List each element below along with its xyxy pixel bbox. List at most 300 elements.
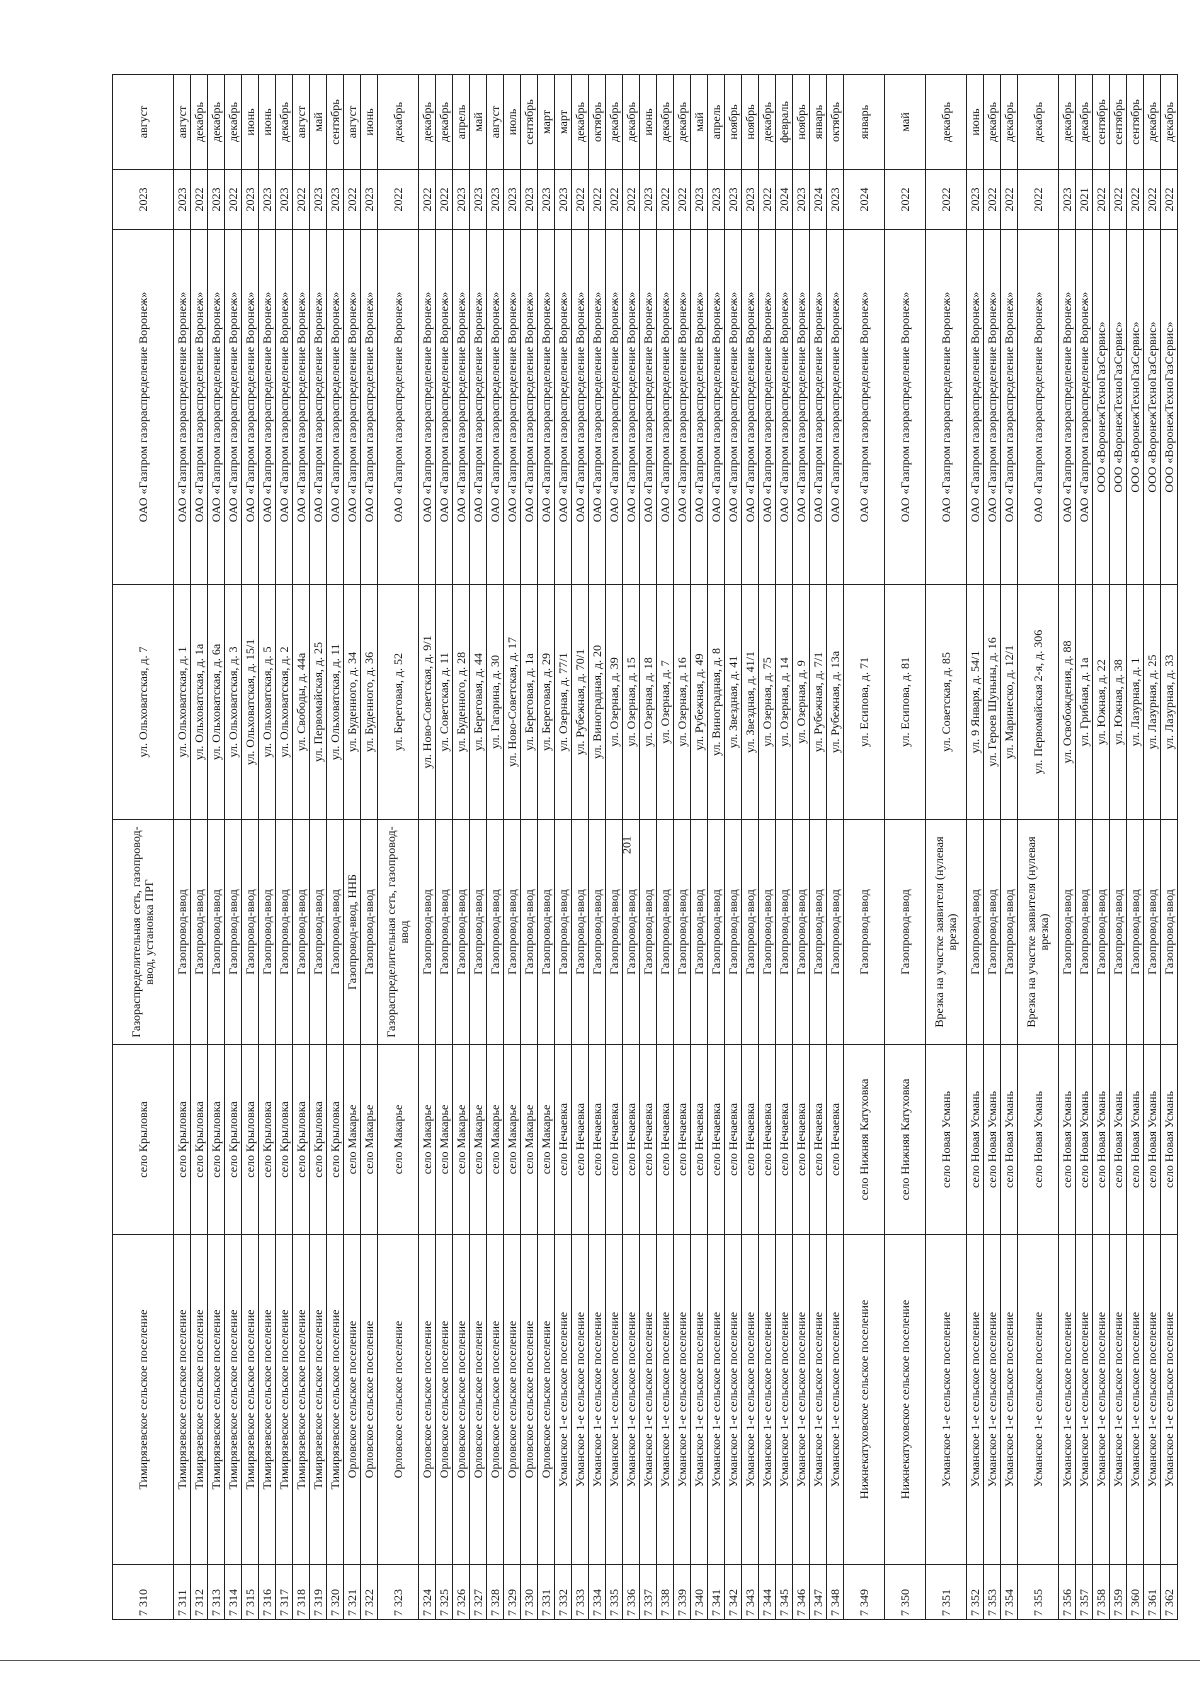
object-type-cell: Газопровод-ввод — [1093, 820, 1110, 1045]
organization-cell: ОАО «Газпром газораспределение Воронеж» — [926, 230, 967, 585]
address-cell: ул. Рубежная, д. 70/1 — [572, 585, 589, 820]
month-cell: январь — [844, 75, 885, 170]
month-cell: декабрь — [1059, 75, 1076, 170]
object-type-cell: Газопровод-ввод — [1001, 820, 1018, 1045]
year-cell: 2023 — [967, 170, 984, 230]
object-type-cell: Газопровод-ввод — [259, 820, 276, 1045]
address-cell: ул. Есипова, д. 71 — [844, 585, 885, 820]
settlement-cell: Усманское 1-е сельское поселение — [827, 1235, 844, 1565]
locality-cell: село Крыловка — [293, 1045, 310, 1235]
object-type-cell: Газопровод-ввод — [470, 820, 487, 1045]
object-type-cell: Газопровод-ввод — [174, 820, 191, 1045]
year-cell: 2023 — [827, 170, 844, 230]
table-row — [827, 75, 844, 1620]
year-cell: 2023 — [1059, 170, 1076, 230]
locality-cell: село Нечаевка — [742, 1045, 759, 1235]
row-number: 7 316 — [259, 1565, 276, 1620]
row-number: 7 347 — [810, 1565, 827, 1620]
row-number: 7 320 — [327, 1565, 344, 1620]
month-cell: декабрь — [1001, 75, 1018, 170]
object-type-cell: Газопровод-ввод — [742, 820, 759, 1045]
organization-cell: ОАО «Газпром газораспределение Воронеж» — [293, 230, 310, 585]
month-cell: июль — [504, 75, 521, 170]
row-number: 7 314 — [225, 1565, 242, 1620]
object-type-cell: Газопровод-ввод — [885, 820, 926, 1045]
table-row — [555, 75, 572, 1620]
table-row — [327, 75, 344, 1620]
table-row — [378, 75, 419, 1620]
year-cell: 2022 — [657, 170, 674, 230]
table-row — [113, 75, 174, 1620]
row-number: 7 311 — [174, 1565, 191, 1620]
month-cell: сентябрь — [1127, 75, 1144, 170]
organization-cell: ОАО «Газпром газораспределение Воронеж» — [191, 230, 208, 585]
locality-cell: село Крыловка — [242, 1045, 259, 1235]
table-row — [640, 75, 657, 1620]
table-row — [926, 75, 967, 1620]
year-cell: 2022 — [225, 170, 242, 230]
settlement-cell: Усманское 1-е сельское поселение — [793, 1235, 810, 1565]
settlement-cell: Орловское сельское поселение — [361, 1235, 378, 1565]
organization-cell: ОАО «Газпром газораспределение Воронеж» — [436, 230, 453, 585]
locality-cell: село Нечаевка — [725, 1045, 742, 1235]
table-row — [1110, 75, 1127, 1620]
locality-cell: село Новая Усмань — [1110, 1045, 1127, 1235]
locality-cell: село Макарье — [419, 1045, 436, 1235]
year-cell: 2023 — [725, 170, 742, 230]
settlement-cell: Усманское 1-е сельское поселение — [674, 1235, 691, 1565]
row-number: 7 327 — [470, 1565, 487, 1620]
organization-cell: ООО «ВоронежТехноГазСервис» — [1144, 230, 1161, 585]
address-cell: ул. Есипова, д. 81 — [885, 585, 926, 820]
organization-cell: ОАО «Газпром газораспределение Воронеж» — [742, 230, 759, 585]
address-cell: ул. Первомайская 2-я, д. 306 — [1018, 585, 1059, 820]
table-row — [504, 75, 521, 1620]
row-number: 7 321 — [344, 1565, 361, 1620]
address-cell: ул. Ольховатская, д. 3 — [225, 585, 242, 820]
address-cell: ул. Ново-Советская, д. 17 — [504, 585, 521, 820]
row-number: 7 334 — [589, 1565, 606, 1620]
address-cell: ул. Озерная, д. 77/1 — [555, 585, 572, 820]
locality-cell: село Нечаевка — [776, 1045, 793, 1235]
locality-cell: село Макарье — [487, 1045, 504, 1235]
table-row — [810, 75, 827, 1620]
object-type-cell: Газопровод-ввод — [487, 820, 504, 1045]
row-number: 7 343 — [742, 1565, 759, 1620]
organization-cell: ОАО «Газпром газораспределение Воронеж» — [310, 230, 327, 585]
settlement-cell: Усманское 1-е сельское поселение — [984, 1235, 1001, 1565]
year-cell: 2022 — [1144, 170, 1161, 230]
row-number: 7 358 — [1093, 1565, 1110, 1620]
year-cell: 2022 — [293, 170, 310, 230]
table-row — [1127, 75, 1144, 1620]
year-cell: 2022 — [1161, 170, 1178, 230]
row-number: 7 326 — [453, 1565, 470, 1620]
settlement-cell: Тимирязевское сельское поселение — [276, 1235, 293, 1565]
organization-cell: ОАО «Газпром газораспределение Воронеж» — [259, 230, 276, 585]
organization-cell: ОАО «Газпром газораспределение Воронеж» — [810, 230, 827, 585]
year-cell: 2023 — [555, 170, 572, 230]
table-row — [293, 75, 310, 1620]
address-cell: ул. Береговая, д. 29 — [538, 585, 555, 820]
address-cell: ул. Озерная, д. 15 — [623, 585, 640, 820]
month-cell: июнь — [361, 75, 378, 170]
object-type-cell: Газопровод-ввод — [725, 820, 742, 1045]
address-cell: ул. Ольховатская, д. 7 — [113, 585, 174, 820]
month-cell: август — [344, 75, 361, 170]
table-row — [572, 75, 589, 1620]
table-row — [657, 75, 674, 1620]
table-row — [242, 75, 259, 1620]
month-cell: декабрь — [191, 75, 208, 170]
organization-cell: ОАО «Газпром газораспределение Воронеж» — [885, 230, 926, 585]
address-cell: ул. Рубежная, д. 7/1 — [810, 585, 827, 820]
table-row — [174, 75, 191, 1620]
address-cell: ул. Советская, д. 11 — [436, 585, 453, 820]
table-row — [1018, 75, 1059, 1620]
row-number: 7 359 — [1110, 1565, 1127, 1620]
address-cell: ул. Ольховатская, д. 15/1 — [242, 585, 259, 820]
object-type-cell: Газопровод-ввод — [810, 820, 827, 1045]
row-number: 7 353 — [984, 1565, 1001, 1620]
month-cell: декабрь — [1144, 75, 1161, 170]
address-cell: ул. Ольховатская, д. 6а — [208, 585, 225, 820]
address-cell: ул. Первомайская, д. 25 — [310, 585, 327, 820]
year-cell: 2022 — [589, 170, 606, 230]
object-type-cell: Газопровод-ввод — [453, 820, 470, 1045]
organization-cell: ОАО «Газпром газораспределение Воронеж» — [725, 230, 742, 585]
locality-cell: село Нечаевка — [572, 1045, 589, 1235]
locality-cell: село Нижняя Катуховка — [885, 1045, 926, 1235]
address-cell: ул. Буденного, д. 34 — [344, 585, 361, 820]
table-row — [606, 75, 623, 1620]
settlement-cell: Усманское 1-е сельское поселение — [759, 1235, 776, 1565]
object-type-cell: Газопровод-ввод — [361, 820, 378, 1045]
year-cell: 2023 — [521, 170, 538, 230]
object-type-cell: Газопровод-ввод — [327, 820, 344, 1045]
month-cell: январь — [810, 75, 827, 170]
settlement-cell: Нижнекатуховское сельское поселение — [885, 1235, 926, 1565]
locality-cell: село Нечаевка — [708, 1045, 725, 1235]
locality-cell: село Нечаевка — [691, 1045, 708, 1235]
locality-cell: село Крыловка — [113, 1045, 174, 1235]
object-type-cell: Газопровод-ввод — [674, 820, 691, 1045]
address-cell: ул. Береговая, д. 52 — [378, 585, 419, 820]
row-number: 7 362 — [1161, 1565, 1178, 1620]
organization-cell: ОАО «Газпром газораспределение Воронеж» — [453, 230, 470, 585]
table-row — [310, 75, 327, 1620]
year-cell: 2022 — [1001, 170, 1018, 230]
row-number: 7 335 — [606, 1565, 623, 1620]
table-row — [967, 75, 984, 1620]
locality-cell: село Макарье — [538, 1045, 555, 1235]
month-cell: ноябрь — [793, 75, 810, 170]
object-type-cell: Газопровод-ввод — [844, 820, 885, 1045]
locality-cell: село Нижняя Катуховка — [844, 1045, 885, 1235]
year-cell: 2022 — [984, 170, 1001, 230]
settlement-cell: Тимирязевское сельское поселение — [242, 1235, 259, 1565]
table-row — [419, 75, 436, 1620]
settlement-cell: Усманское 1-е сельское поселение — [725, 1235, 742, 1565]
object-type-cell: Газопровод-ввод — [225, 820, 242, 1045]
settlement-cell: Усманское 1-е сельское поселение — [776, 1235, 793, 1565]
settlement-cell: Усманское 1-е сельское поселение — [1059, 1235, 1076, 1565]
row-number: 7 342 — [725, 1565, 742, 1620]
locality-cell: село Нечаевка — [674, 1045, 691, 1235]
row-number: 7 356 — [1059, 1565, 1076, 1620]
locality-cell: село Новая Усмань — [1076, 1045, 1093, 1235]
table-row — [521, 75, 538, 1620]
object-type-cell: Газопровод-ввод — [521, 820, 538, 1045]
settlement-cell: Тимирязевское сельское поселение — [310, 1235, 327, 1565]
month-cell: сентябрь — [1110, 75, 1127, 170]
address-cell: ул. Озерная, д. 16 — [674, 585, 691, 820]
locality-cell: село Крыловка — [259, 1045, 276, 1235]
settlement-cell: Усманское 1-е сельское поселение — [967, 1235, 984, 1565]
organization-cell: ОАО «Газпром газораспределение Воронеж» — [1076, 230, 1093, 585]
settlement-cell: Тимирязевское сельское поселение — [113, 1235, 174, 1565]
organization-cell: ОАО «Газпром газораспределение Воронеж» — [606, 230, 623, 585]
month-cell: ноябрь — [742, 75, 759, 170]
month-cell: декабрь — [225, 75, 242, 170]
organization-cell: ОАО «Газпром газораспределение Воронеж» — [419, 230, 436, 585]
settlement-cell: Усманское 1-е сельское поселение — [1018, 1235, 1059, 1565]
object-type-cell: Газопровод-ввод — [967, 820, 984, 1045]
organization-cell: ОАО «Газпром газораспределение Воронеж» — [378, 230, 419, 585]
locality-cell: село Новая Усмань — [1127, 1045, 1144, 1235]
locality-cell: село Нечаевка — [606, 1045, 623, 1235]
month-cell: август — [113, 75, 174, 170]
organization-cell: ОАО «Газпром газораспределение Воронеж» — [1059, 230, 1076, 585]
locality-cell: село Крыловка — [327, 1045, 344, 1235]
address-cell: ул. Освобождения, д. 88 — [1059, 585, 1076, 820]
organization-cell: ОАО «Газпром газораспределение Воронеж» — [589, 230, 606, 585]
month-cell: декабрь — [419, 75, 436, 170]
settlement-cell: Орловское сельское поселение — [504, 1235, 521, 1565]
table-row — [674, 75, 691, 1620]
object-type-cell: Газопровод-ввод — [1059, 820, 1076, 1045]
object-type-cell: Газопровод-ввод — [623, 820, 640, 1045]
object-type-cell: Врезка на участке заявителя (нулевая врезка) — [926, 820, 967, 1045]
row-number: 7 332 — [555, 1565, 572, 1620]
month-cell: декабрь — [674, 75, 691, 170]
locality-cell: село Нечаевка — [623, 1045, 640, 1235]
object-type-cell: Врезка на участке заявителя (нулевая врезка) — [1018, 820, 1059, 1045]
month-cell: декабрь — [606, 75, 623, 170]
year-cell: 2023 — [327, 170, 344, 230]
address-cell: ул. Рубежная, д. 13а — [827, 585, 844, 820]
organization-cell: ОАО «Газпром газораспределение Воронеж» — [967, 230, 984, 585]
object-type-cell: Газопровод-ввод — [1127, 820, 1144, 1045]
page-number: 201 — [619, 836, 634, 854]
organization-cell: ОАО «Газпром газораспределение Воронеж» — [361, 230, 378, 585]
object-type-cell: Газопровод-ввод — [657, 820, 674, 1045]
row-number: 7 331 — [538, 1565, 555, 1620]
month-cell: декабрь — [436, 75, 453, 170]
object-type-cell: Газораспределительная сеть, газопровод-ввод, установка ПРГ — [113, 820, 174, 1045]
row-number: 7 312 — [191, 1565, 208, 1620]
table-row — [487, 75, 504, 1620]
settlement-cell: Усманское 1-е сельское поселение — [1076, 1235, 1093, 1565]
year-cell: 2022 — [885, 170, 926, 230]
month-cell: сентябрь — [521, 75, 538, 170]
settlement-cell: Орловское сельское поселение — [419, 1235, 436, 1565]
month-cell: август — [293, 75, 310, 170]
row-number: 7 348 — [827, 1565, 844, 1620]
table-row — [793, 75, 810, 1620]
address-cell: ул. Ольховатская, д. 11 — [327, 585, 344, 820]
settlement-cell: Усманское 1-е сельское поселение — [1093, 1235, 1110, 1565]
settlement-cell: Усманское 1-е сельское поселение — [691, 1235, 708, 1565]
year-cell: 2022 — [1093, 170, 1110, 230]
row-number: 7 345 — [776, 1565, 793, 1620]
table-row — [984, 75, 1001, 1620]
settlement-cell: Орловское сельское поселение — [521, 1235, 538, 1565]
object-type-cell: Газопровод-ввод — [572, 820, 589, 1045]
organization-cell: ОАО «Газпром газораспределение Воронеж» — [572, 230, 589, 585]
organization-cell: ОАО «Газпром газораспределение Воронеж» — [538, 230, 555, 585]
organization-cell: ОАО «Газпром газораспределение Воронеж» — [674, 230, 691, 585]
year-cell: 2023 — [276, 170, 293, 230]
address-cell: ул. Южная, д. 38 — [1110, 585, 1127, 820]
object-type-cell: Газопровод-ввод — [606, 820, 623, 1045]
object-type-cell: Газопровод-ввод — [293, 820, 310, 1045]
organization-cell: ООО «ВоронежТехноГазСервис» — [1127, 230, 1144, 585]
organization-cell: ОАО «Газпром газораспределение Воронеж» — [504, 230, 521, 585]
table-row — [453, 75, 470, 1620]
locality-cell: село Крыловка — [225, 1045, 242, 1235]
row-number: 7 330 — [521, 1565, 538, 1620]
table-row — [191, 75, 208, 1620]
month-cell: декабрь — [208, 75, 225, 170]
locality-cell: село Нечаевка — [810, 1045, 827, 1235]
address-cell: ул. Ольховатская, д. 5 — [259, 585, 276, 820]
row-number: 7 310 — [113, 1565, 174, 1620]
organization-cell: ОАО «Газпром газораспределение Воронеж» — [521, 230, 538, 585]
address-cell: ул. Лазурная, д. 1 — [1127, 585, 1144, 820]
rotated-table-container — [112, 75, 1176, 1620]
settlement-cell: Тимирязевское сельское поселение — [225, 1235, 242, 1565]
month-cell: май — [885, 75, 926, 170]
settlement-cell: Усманское 1-е сельское поселение — [1144, 1235, 1161, 1565]
year-cell: 2023 — [793, 170, 810, 230]
row-number: 7 340 — [691, 1565, 708, 1620]
organization-cell: ООО «ВоронежТехноГазСервис» — [1110, 230, 1127, 585]
row-number: 7 352 — [967, 1565, 984, 1620]
settlement-cell: Усманское 1-е сельское поселение — [606, 1235, 623, 1565]
locality-cell: село Новая Усмань — [984, 1045, 1001, 1235]
month-cell: декабрь — [657, 75, 674, 170]
row-number: 7 357 — [1076, 1565, 1093, 1620]
table-row — [742, 75, 759, 1620]
settlement-cell: Усманское 1-е сельское поселение — [572, 1235, 589, 1565]
year-cell: 2023 — [691, 170, 708, 230]
address-cell: ул. Советская, д. 85 — [926, 585, 967, 820]
settlement-cell: Орловское сельское поселение — [470, 1235, 487, 1565]
month-cell: март — [538, 75, 555, 170]
month-cell: октябрь — [827, 75, 844, 170]
row-number: 7 344 — [759, 1565, 776, 1620]
month-cell: декабрь — [378, 75, 419, 170]
locality-cell: село Новая Усмань — [967, 1045, 984, 1235]
month-cell: апрель — [708, 75, 725, 170]
row-number: 7 336 — [623, 1565, 640, 1620]
address-cell: ул. Маринеско, д. 12/1 — [1001, 585, 1018, 820]
row-number: 7 323 — [378, 1565, 419, 1620]
settlement-cell: Усманское 1-е сельское поселение — [810, 1235, 827, 1565]
object-type-cell: Газопровод-ввод — [691, 820, 708, 1045]
table-row — [208, 75, 225, 1620]
object-type-cell: Газопровод-ввод, ННБ — [344, 820, 361, 1045]
settlement-cell: Орловское сельское поселение — [538, 1235, 555, 1565]
year-cell: 2022 — [1110, 170, 1127, 230]
row-number: 7 325 — [436, 1565, 453, 1620]
table-row — [1144, 75, 1161, 1620]
month-cell: декабрь — [623, 75, 640, 170]
settlement-cell: Усманское 1-е сельское поселение — [555, 1235, 572, 1565]
page-edge-rule — [0, 1660, 1200, 1661]
month-cell: июнь — [967, 75, 984, 170]
month-cell: июнь — [640, 75, 657, 170]
address-cell: ул. Ольховатская, д. 1 — [174, 585, 191, 820]
settlement-cell: Орловское сельское поселение — [487, 1235, 504, 1565]
organization-cell: ОАО «Газпром газораспределение Воронеж» — [984, 230, 1001, 585]
address-cell: ул. Лазурная, д. 33 — [1161, 585, 1178, 820]
object-type-cell: Газопровод-ввод — [589, 820, 606, 1045]
table-row — [538, 75, 555, 1620]
object-type-cell: Газопровод-ввод — [708, 820, 725, 1045]
year-cell: 2022 — [926, 170, 967, 230]
month-cell: декабрь — [759, 75, 776, 170]
year-cell: 2022 — [759, 170, 776, 230]
month-cell: март — [555, 75, 572, 170]
locality-cell: село Новая Усмань — [1059, 1045, 1076, 1235]
month-cell: май — [470, 75, 487, 170]
object-type-cell: Газопровод-ввод — [436, 820, 453, 1045]
locality-cell: село Нечаевка — [657, 1045, 674, 1235]
locality-cell: село Крыловка — [276, 1045, 293, 1235]
month-cell: апрель — [453, 75, 470, 170]
year-cell: 2023 — [259, 170, 276, 230]
address-cell: ул. Грибная, д. 1а — [1076, 585, 1093, 820]
organization-cell: ОАО «Газпром газораспределение Воронеж» — [759, 230, 776, 585]
address-cell: ул. Звездная, д. 41 — [725, 585, 742, 820]
address-cell: ул. Виноградная, д. 8 — [708, 585, 725, 820]
organization-cell: ОАО «Газпром газораспределение Воронеж» — [555, 230, 572, 585]
locality-cell: село Макарье — [378, 1045, 419, 1235]
object-type-cell: Газопровод-ввод — [827, 820, 844, 1045]
table-row — [708, 75, 725, 1620]
settlement-cell: Нижнекатуховское сельское поселение — [844, 1235, 885, 1565]
year-cell: 2022 — [344, 170, 361, 230]
month-cell: декабрь — [276, 75, 293, 170]
locality-cell: село Нечаевка — [827, 1045, 844, 1235]
settlement-cell: Усманское 1-е сельское поселение — [1127, 1235, 1144, 1565]
month-cell: октябрь — [589, 75, 606, 170]
organization-cell: ООО «ВоронежТехноГазСервис» — [1093, 230, 1110, 585]
row-number: 7 350 — [885, 1565, 926, 1620]
year-cell: 2024 — [844, 170, 885, 230]
month-cell: сентябрь — [1093, 75, 1110, 170]
organization-cell: ОАО «Газпром газораспределение Воронеж» — [208, 230, 225, 585]
year-cell: 2024 — [776, 170, 793, 230]
row-number: 7 315 — [242, 1565, 259, 1620]
locality-cell: село Крыловка — [310, 1045, 327, 1235]
table-row — [470, 75, 487, 1620]
object-type-cell: Газопровод-ввод — [1076, 820, 1093, 1045]
table-row — [1059, 75, 1076, 1620]
row-number: 7 351 — [926, 1565, 967, 1620]
